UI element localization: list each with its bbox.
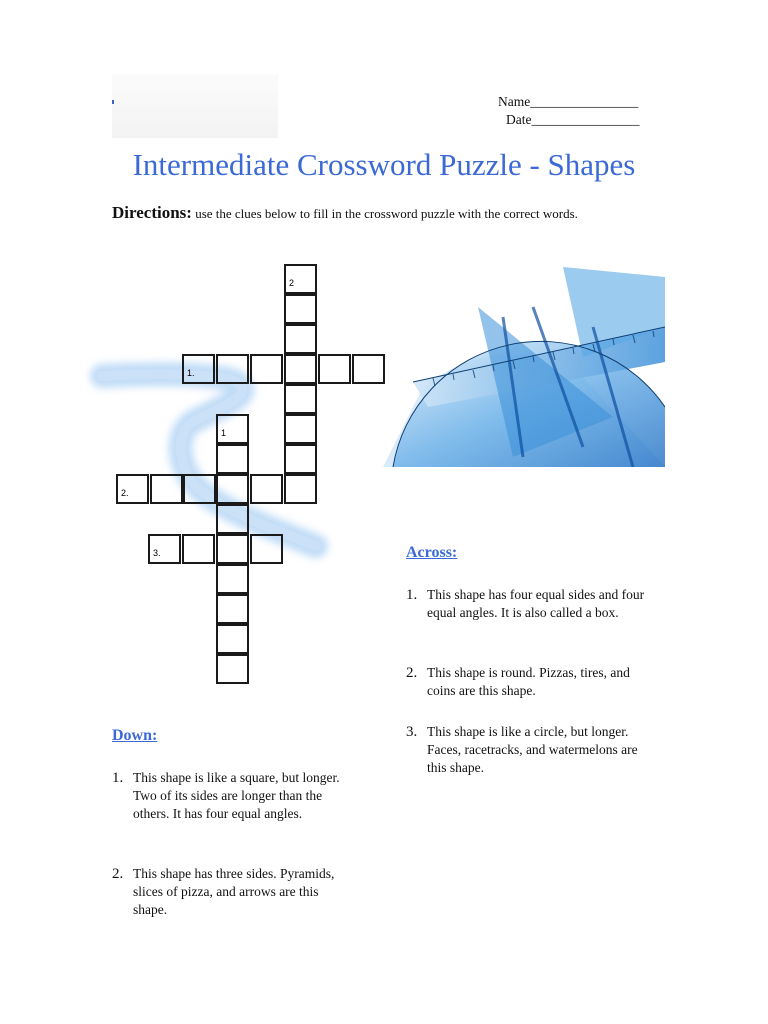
crossword-cell[interactable] [116, 474, 149, 504]
down-clue-1 [112, 769, 356, 823]
across-clue-text: This shape is like a circle, but longer. Faces, racetracks, and watermelons are this shape. [427, 724, 638, 775]
page-title: Intermediate Crossword Puzzle - Shapes [132, 147, 636, 182]
crossword-cell[interactable] [284, 264, 317, 294]
crossword-cell[interactable] [216, 474, 249, 504]
clue-number-across-3: 3. [153, 548, 161, 558]
crossword-cell[interactable] [150, 474, 183, 504]
down-clue-text: This shape is like a square, but longer. Two of its sides are longer than the others. It has four equal angles. [133, 770, 340, 821]
crossword-cell[interactable] [148, 534, 181, 564]
across-heading: Across: [406, 544, 458, 561]
crossword-cell[interactable] [216, 654, 249, 684]
across-clue-number: 1. [406, 587, 418, 603]
across-clue-2 [406, 664, 650, 700]
crossword-cell[interactable] [284, 354, 317, 384]
crossword-cell[interactable] [284, 324, 317, 354]
date-field: Date________________ [506, 112, 640, 127]
crossword-cell[interactable] [216, 354, 249, 384]
across-clue-1 [406, 586, 650, 622]
directions-text: use the clues below to fill in the crossword puzzle with the correct words. [191, 206, 578, 221]
crossword-cell[interactable] [183, 474, 216, 504]
clue-number-down-1: 1 [221, 428, 227, 438]
directions-label: Directions: [112, 203, 192, 222]
crossword-cell[interactable] [216, 444, 249, 474]
crossword-cell[interactable] [284, 414, 317, 444]
crossword-cell[interactable] [216, 624, 249, 654]
across-clue-3 [406, 723, 650, 777]
across-clue-text: This shape has four equal sides and four equal angles. It is also called a box. [427, 587, 645, 620]
clue-number-across-1: 1. [187, 368, 195, 378]
down-heading: Down: [112, 727, 158, 744]
down-clue-number: 1. [112, 770, 124, 786]
down-clue-number: 2. [112, 866, 124, 882]
crossword-cell[interactable] [216, 504, 249, 534]
crossword-cell[interactable] [284, 474, 317, 504]
across-clue-text: This shape is round. Pizzas, tires, and coins are this shape. [427, 665, 630, 698]
crossword-cell[interactable] [284, 384, 317, 414]
across-clue-number: 3. [406, 724, 418, 740]
name-field: Name________________ [498, 94, 639, 109]
crossword-cell[interactable] [182, 354, 215, 384]
crossword-cell[interactable] [216, 594, 249, 624]
across-clue-number: 2. [406, 665, 418, 681]
clue-number-across-2: 2. [121, 488, 129, 498]
crossword-cell[interactable] [318, 354, 351, 384]
crossword-cell[interactable] [284, 294, 317, 324]
down-clue-text: This shape has three sides. Pyramids, slices of pizza, and arrows are this shape. [133, 866, 335, 917]
crossword-cell[interactable] [216, 534, 249, 564]
down-clue-2 [112, 865, 356, 919]
crossword-cell[interactable] [182, 534, 215, 564]
clue-number-down-2: 2 [289, 278, 295, 288]
crossword-cell[interactable] [216, 414, 249, 444]
crossword-cell[interactable] [216, 564, 249, 594]
crossword-cell[interactable] [250, 474, 283, 504]
crossword-cell[interactable] [352, 354, 385, 384]
crossword-cell[interactable] [250, 534, 283, 564]
crossword-cell[interactable] [250, 354, 283, 384]
crossword-cell[interactable] [284, 444, 317, 474]
